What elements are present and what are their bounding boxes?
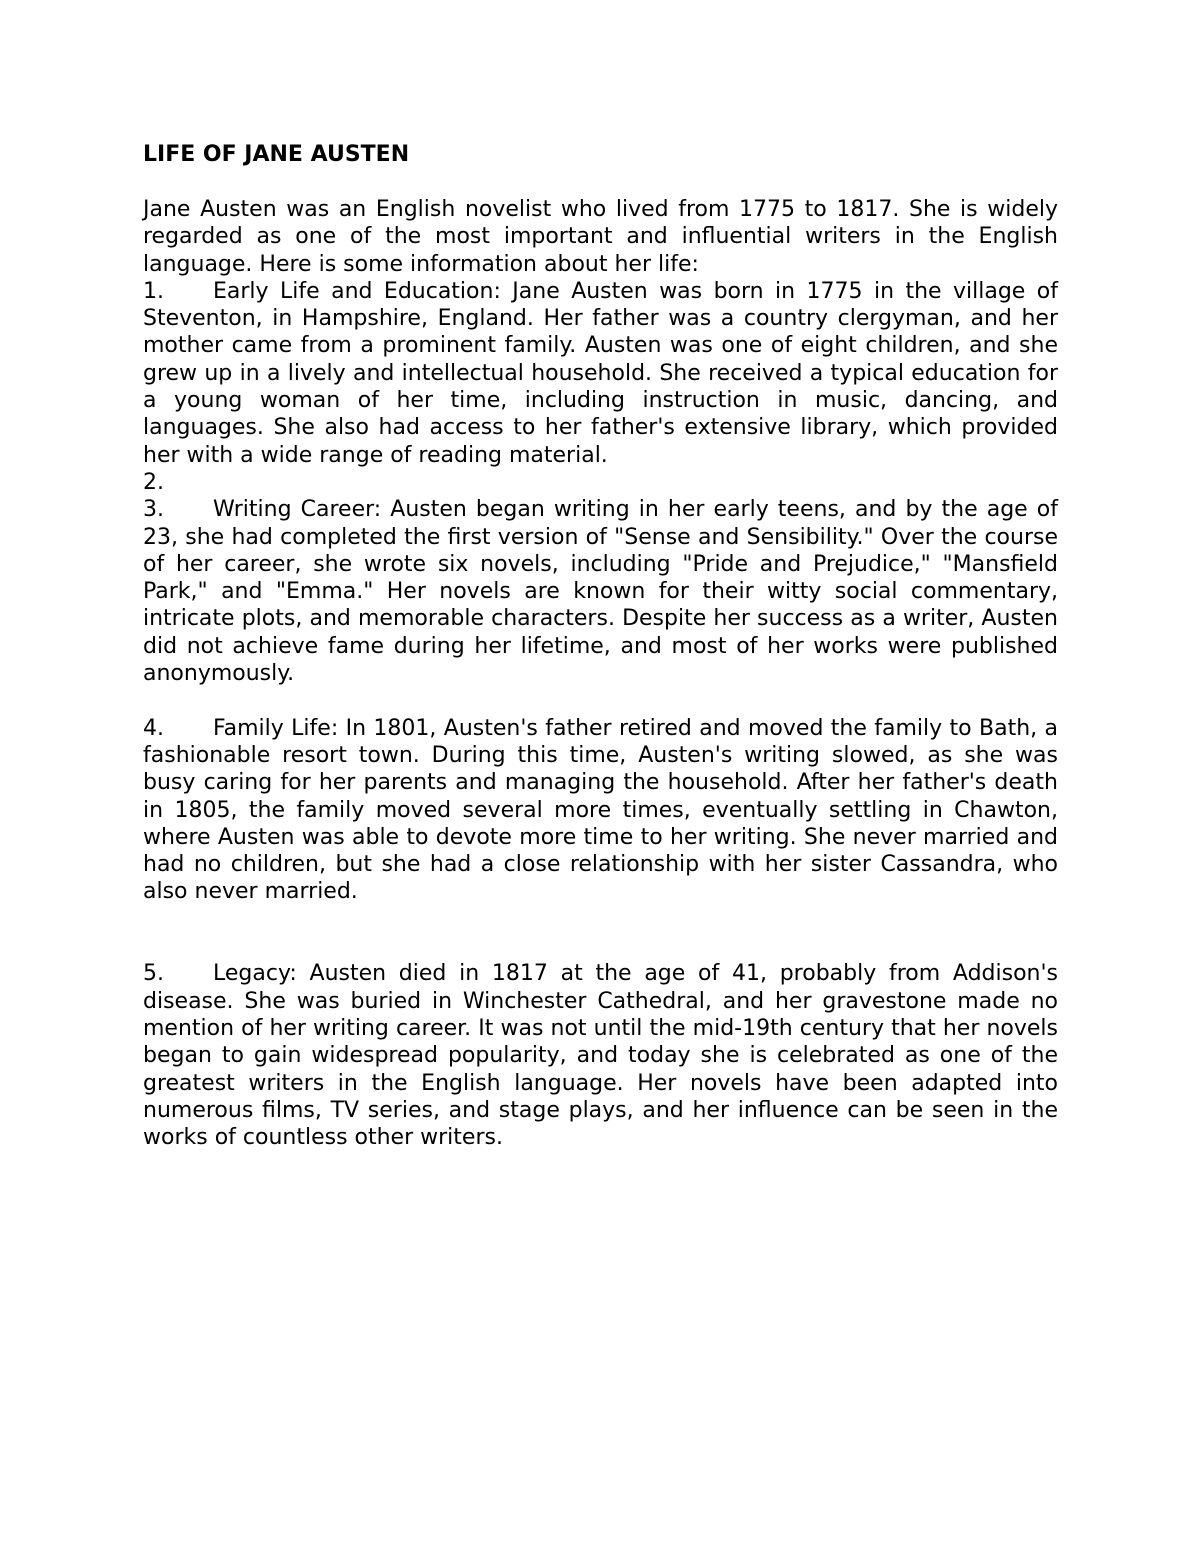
list-item-text: Legacy: Austen died in 1817 at the age of 41, probably from Addison's disease. She was buried in Winchester Cathedral, and her gravestone made no mention of her writing career. It was not until the mid-19th century that her novels began to gain widespread popularity, and today she is celebrated as one of the greatest writers in the English language. Her novels have been adapted into numerous films, TV series, and stage plays, and her influence can be seen in the works of countless other writers.	[143, 961, 1058, 1151]
list-item-number: 1.	[143, 278, 164, 304]
list-item	[143, 278, 1058, 469]
list-item-text: Writing Career: Austen began writing in her early teens, and by the age of 23, she had completed the first version of "Sense and Sensibility." Over the course of her career, she wrote six novels, including "Pride and Prejudice," "Mansfield Park," and "Emma." Her novels are known for their witty social commentary, intricate plots, and memorable characters. Despite her success as a writer, Austen did not achieve fame during her lifetime, and most of her works were published anonymously.	[143, 497, 1058, 687]
intro-paragraph: Jane Austen was an English novelist who lived from 1775 to 1817. She is widely regarded as one of the most important and influential writers in the English language. Here is some information about her life:	[143, 197, 1058, 277]
list-item	[143, 715, 1058, 906]
document-title: LIFE OF JANE AUSTEN	[143, 142, 410, 167]
list-item-number: 2.	[143, 469, 164, 495]
list-item	[143, 496, 1058, 687]
blank-line	[143, 906, 1058, 961]
blank-line	[143, 687, 1058, 714]
list-item-text: Early Life and Education: Jane Austen was born in 1775 in the village of Steventon, in Hampshire, England. Her father was a country clergyman, and her mother came from a prominent family. Austen was one of eight children, and she grew up in a lively and intellectual household. She received a typical education for a young woman of her time, including instruction in music, dancing, and languages. She also had access to her father's extensive library, which provided her with a wide range of reading material.	[143, 278, 1058, 468]
list-item-text	[143, 469, 1058, 496]
list-item-number: 4.	[143, 715, 164, 741]
list-item-text: Family Life: In 1801, Austen's father retired and moved the family to Bath, a fashionable resort town. During this time, Austen's writing slowed, as she was busy caring for her parents and managing the household. After her father's death in 1805, the family moved several more times, eventually settling in Chawton, where Austen was able to devote more time to her writing. She never married and had no children, but she had a close relationship with her sister Cassandra, who also never married.	[143, 715, 1058, 905]
list-item	[143, 469, 1058, 496]
list-item-number: 5.	[143, 961, 164, 987]
list-item	[143, 960, 1058, 1151]
document-page	[143, 140, 1058, 1151]
list-item-number: 3.	[143, 497, 164, 523]
